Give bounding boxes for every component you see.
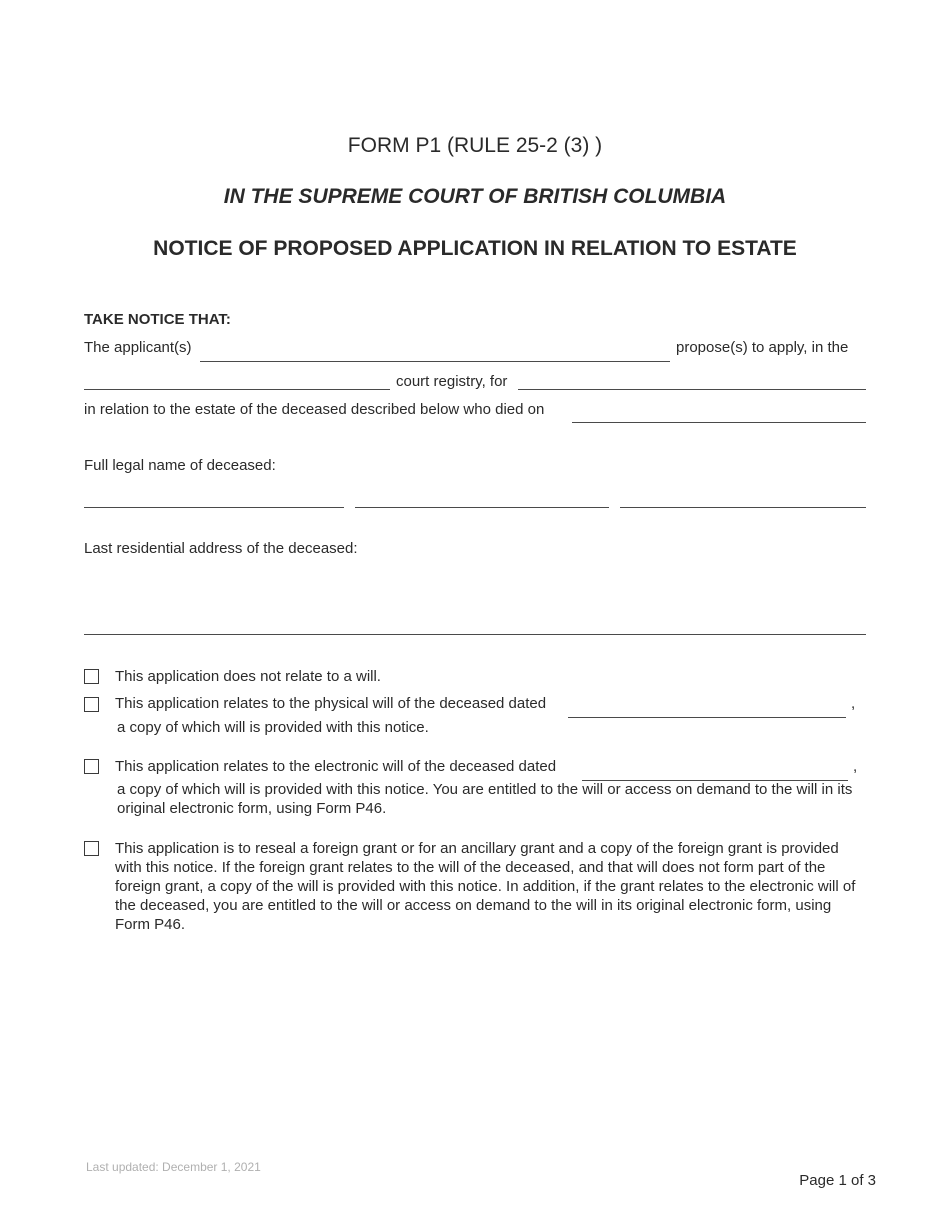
applicant-field[interactable]	[200, 343, 670, 362]
physical-will-date-field[interactable]	[568, 699, 846, 718]
page-title: NOTICE OF PROPOSED APPLICATION IN RELATION TO ESTATE	[153, 237, 797, 260]
deceased-address-label: Last residential address of the deceased:	[84, 540, 358, 557]
form-number: FORM P1 (RULE 25-2 (3) )	[347, 134, 603, 157]
electronic-will-date-field[interactable]	[582, 762, 848, 781]
electronic-will-checkbox[interactable]	[84, 759, 99, 774]
deceased-first-name-field[interactable]	[84, 489, 344, 508]
application-type-field[interactable]	[518, 371, 866, 390]
take-notice-heading: TAKE NOTICE THAT:	[84, 311, 231, 328]
deceased-middle-name-field[interactable]	[355, 489, 609, 508]
court-name: IN THE SUPREME COURT OF BRITISH COLUMBIA	[223, 185, 727, 208]
page-number: Page 1 of 3	[799, 1172, 876, 1189]
last-updated: Last updated: December 1, 2021	[86, 1160, 261, 1174]
died-on-text: in relation to the estate of the deceased described below who died on	[84, 401, 545, 418]
applicant-label: The applicant(s)	[84, 339, 192, 356]
apply-text: propose(s) to apply, in the	[676, 339, 849, 356]
electronic-will-label: This application relates to the electronic will of the deceased dated	[115, 758, 557, 775]
date-of-death-field[interactable]	[572, 404, 866, 423]
deceased-address-field[interactable]	[84, 616, 866, 635]
registry-label: court registry, for	[396, 373, 508, 390]
physical-will-label: This application relates to the physical will of the deceased dated	[115, 695, 547, 712]
electronic-will-comma: ,	[853, 758, 858, 775]
electronic-will-continuation: a copy of which will is provided with this notice. You are entitled to the will or access on demand to the will in its original electronic form, using Form P46.	[117, 781, 853, 817]
physical-will-comma: ,	[851, 695, 856, 712]
foreign-grant-checkbox[interactable]	[84, 841, 99, 856]
physical-will-checkbox[interactable]	[84, 697, 99, 712]
deceased-name-label: Full legal name of deceased:	[84, 457, 276, 474]
foreign-grant-label: This application is to reseal a foreign grant or for an ancillary grant and a copy of the foreign grant is provided with this notice. If the foreign grant relates to the will of the deceased, and that will does not form part of the foreign grant, a copy of the will is provided with this notice. In addition, if the grant relates to the electronic will of the deceased, you are entitled to the will or access on demand to the will in its original electronic form, using Form P46.	[115, 840, 856, 933]
no-will-checkbox[interactable]	[84, 669, 99, 684]
registry-location-field[interactable]	[84, 371, 390, 390]
deceased-last-name-field[interactable]	[620, 489, 866, 508]
no-will-label: This application does not relate to a will.	[115, 668, 381, 685]
physical-will-continuation: a copy of which will is provided with this notice.	[117, 719, 429, 736]
